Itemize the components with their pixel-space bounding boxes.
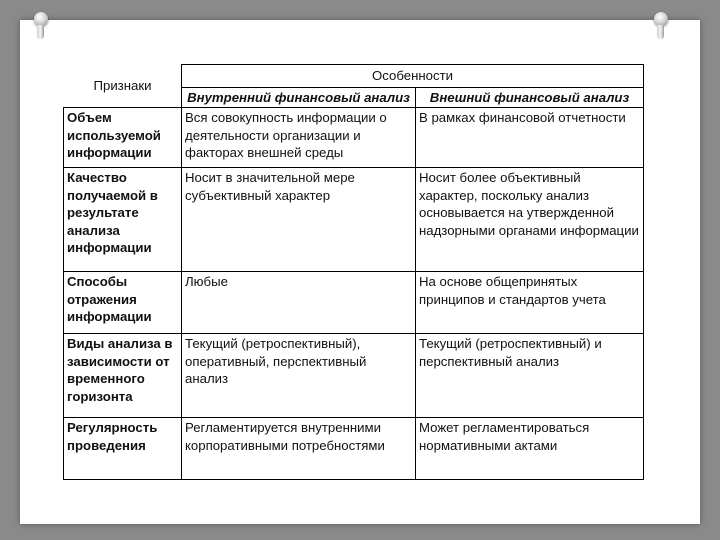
header-internal: Внутренний финансовый анализ — [182, 87, 416, 108]
internal-cell: Текущий (ретроспективный), оперативный, перспективный анализ — [182, 334, 416, 418]
external-cell: На основе общепринятых принципов и стандартов учета — [416, 272, 644, 334]
header-group: Особенности — [182, 65, 644, 88]
table-row — [64, 168, 644, 272]
table-row — [64, 334, 644, 418]
pushpin-icon — [34, 12, 48, 26]
internal-cell: Вся совокупность информации о деятельности организации и факторах внешней среды — [182, 108, 416, 168]
table-row — [64, 418, 644, 480]
comparison-table — [63, 64, 644, 480]
feature-cell: Качество получаемой в результате анализа информации — [64, 168, 182, 272]
feature-cell: Виды анализа в зависимости от временного горизонта — [64, 334, 182, 418]
header-external: Внешний финансовый анализ — [416, 87, 644, 108]
pushpin-icon — [654, 12, 668, 26]
external-cell: В рамках финансовой отчетности — [416, 108, 644, 168]
external-cell: Текущий (ретроспективный) и перспективный анализ — [416, 334, 644, 418]
feature-cell: Способы отражения информации — [64, 272, 182, 334]
external-cell: Носит более объективный характер, поскольку анализ основывается на утвержденной надзорными органами информации — [416, 168, 644, 272]
table-row — [64, 108, 644, 168]
table-header-row — [64, 65, 644, 88]
feature-cell: Регулярность проведения — [64, 418, 182, 480]
header-features: Признаки — [64, 65, 182, 108]
external-cell: Может регламентироваться нормативными актами — [416, 418, 644, 480]
internal-cell: Регламентируется внутренними корпоративными потребностями — [182, 418, 416, 480]
table-row — [64, 272, 644, 334]
internal-cell: Носит в значительной мере субъективный характер — [182, 168, 416, 272]
internal-cell: Любые — [182, 272, 416, 334]
feature-cell: Объем используемой информации — [64, 108, 182, 168]
